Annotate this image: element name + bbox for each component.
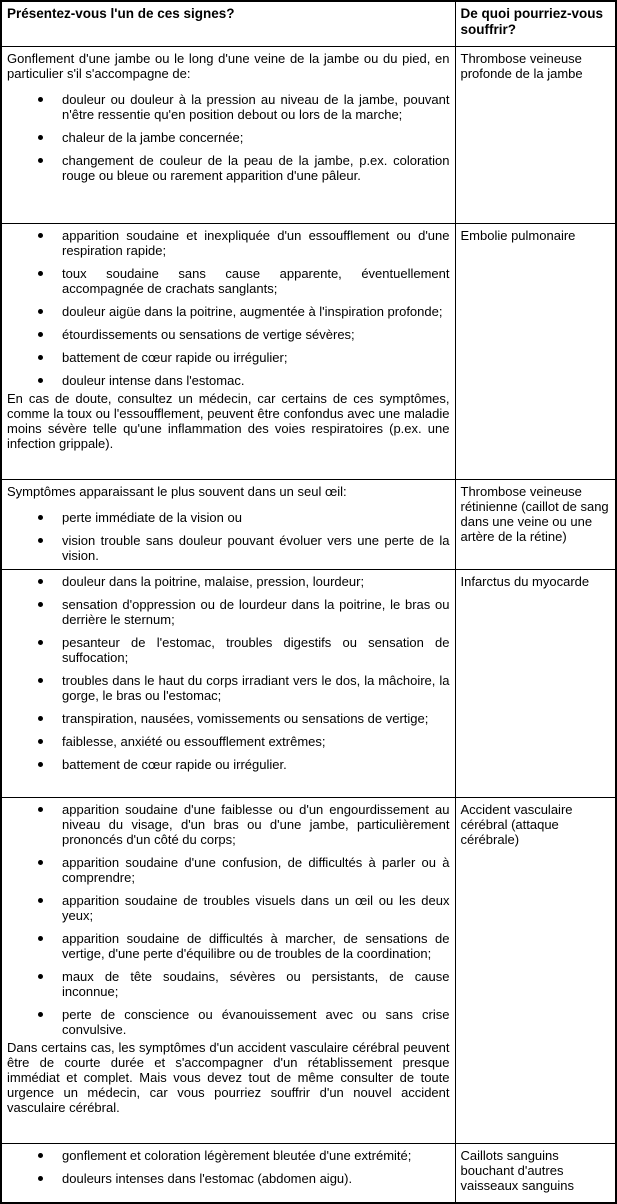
condition-cell: Embolie pulmonaire xyxy=(455,223,616,479)
symptom-bullet: troubles dans le haut du corps irradiant vers le dos, la mâchoire, la gorge, le bras ou l'estomac; xyxy=(62,672,450,703)
symptom-bullet: apparition soudaine de troubles visuels dans un œil ou les deux yeux; xyxy=(62,892,450,923)
row-intro: Symptômes apparaissant le plus souvent dans un seul œil: xyxy=(7,483,347,499)
column-header-condition: De quoi pourriez-vous souffrir? xyxy=(455,1,616,46)
condition-cell: Accident vasculaire cérébral (attaque cérébrale) xyxy=(455,797,616,1143)
symptom-bullet: perte immédiate de la vision ou xyxy=(62,510,450,525)
row-intro: Gonflement d'une jambe ou le long d'une veine de la jambe ou du pied, en particulier s'il s'accompagne de: xyxy=(7,50,450,81)
symptom-bullet: douleur dans la poitrine, malaise, pression, lourdeur; xyxy=(62,574,450,589)
condition-cell: Thrombose veineuse rétinienne (caillot de sang dans une veine ou une artère de la rétine) xyxy=(455,479,616,569)
symptom-bullet: transpiration, nausées, vomissements ou sensations de vertige; xyxy=(62,711,450,726)
symptom-list xyxy=(7,92,450,183)
table-row-infarctus xyxy=(1,569,616,797)
symptom-list xyxy=(7,1148,450,1186)
table-row-thrombose-jambe xyxy=(1,46,616,223)
symptom-bullet: chaleur de la jambe concernée; xyxy=(62,130,450,145)
symptom-bullet: battement de cœur rapide ou irrégulier. xyxy=(62,757,450,772)
symptom-bullet: apparition soudaine d'une faiblesse ou d'un engourdissement au niveau du visage, d'un bras ou d'une jambe, particulièrement prononcés d'un côté du corps; xyxy=(62,801,450,847)
table-row-avc xyxy=(1,797,616,1143)
symptom-list xyxy=(7,574,450,772)
symptom-bullet: maux de tête soudains, sévères ou persistants, de cause inconnue; xyxy=(62,968,450,999)
symptom-bullet: gonflement et coloration légèrement bleutée d'une extrémité; xyxy=(62,1148,450,1163)
symptom-bullet: douleur intense dans l'estomac. xyxy=(62,373,450,388)
row-note: Dans certains cas, les symptômes d'un accident vasculaire cérébral peuvent être de courte durée et s'accompagner d'un rétablissement presque immédiat et complet. Mais vous devez tout de même consulter de toute urgence un médecin, car vous pourriez souffrir d'un nouvel accident vasculaire cérébral. xyxy=(7,1039,450,1115)
condition-cell: Thrombose veineuse profonde de la jambe xyxy=(455,46,616,223)
table-header-row xyxy=(1,1,616,46)
symptom-bullet: faiblesse, anxiété ou essoufflement extrêmes; xyxy=(62,734,450,749)
symptom-bullet: apparition soudaine d'une confusion, de difficultés à parler ou à comprendre; xyxy=(62,854,450,885)
symptom-bullet: battement de cœur rapide ou irrégulier; xyxy=(62,350,450,365)
symptoms-cell xyxy=(1,569,455,797)
symptoms-cell xyxy=(1,797,455,1143)
row-note: En cas de doute, consultez un médecin, car certains de ces symptômes, comme la toux ou l'essoufflement, peuvent être confondus avec une maladie moins sévère telle qu'une inflammation des voies respiratoires (p.ex. une infection grippale). xyxy=(7,390,450,451)
symptom-bullet: sensation d'oppression ou de lourdeur dans la poitrine, le bras ou derrière le sternum; xyxy=(62,596,450,627)
symptom-bullet: douleur aigüe dans la poitrine, augmentée à l'inspiration profonde; xyxy=(62,304,450,319)
symptom-bullet: pesanteur de l'estomac, troubles digestifs ou sensation de suffocation; xyxy=(62,634,450,665)
symptom-list xyxy=(7,228,450,388)
table-row-embolie-pulmonaire xyxy=(1,223,616,479)
symptom-bullet: perte de conscience ou évanouissement avec ou sans crise convulsive. xyxy=(62,1006,450,1037)
symptom-list xyxy=(7,802,450,1037)
symptom-bullet: vision trouble sans douleur pouvant évoluer vers une perte de la vision. xyxy=(62,532,450,563)
condition-cell: Infarctus du myocarde xyxy=(455,569,616,797)
column-header-signs: Présentez-vous l'un de ces signes? xyxy=(1,1,455,46)
symptom-bullet: apparition soudaine de difficultés à marcher, de sensations de vertige, d'une perte d'équilibre ou de troubles de la coordination; xyxy=(62,930,450,961)
table-row-thrombose-retinienne xyxy=(1,479,616,569)
symptom-bullet: douleurs intenses dans l'estomac (abdomen aigu). xyxy=(62,1171,450,1186)
symptom-bullet: apparition soudaine et inexpliquée d'un essoufflement ou d'une respiration rapide; xyxy=(62,227,450,258)
table-row-caillots xyxy=(1,1143,616,1203)
symptoms-cell xyxy=(1,479,455,569)
condition-cell: Caillots sanguins bouchant d'autres vaisseaux sanguins xyxy=(455,1143,616,1203)
symptom-list xyxy=(7,510,450,563)
symptom-bullet: toux soudaine sans cause apparente, éventuellement accompagnée de crachats sanglants; xyxy=(62,265,450,296)
symptoms-cell xyxy=(1,46,455,223)
symptoms-cell xyxy=(1,1143,455,1203)
symptoms-cell xyxy=(1,223,455,479)
symptom-bullet: changement de couleur de la peau de la jambe, p.ex. coloration rouge ou bleue ou rarement apparition d'une pâleur. xyxy=(62,152,450,183)
symptom-bullet: étourdissements ou sensations de vertige sévères; xyxy=(62,327,450,342)
symptom-bullet: douleur ou douleur à la pression au niveau de la jambe, pouvant n'être ressentie qu'en position debout ou lors de la marche; xyxy=(62,91,450,122)
